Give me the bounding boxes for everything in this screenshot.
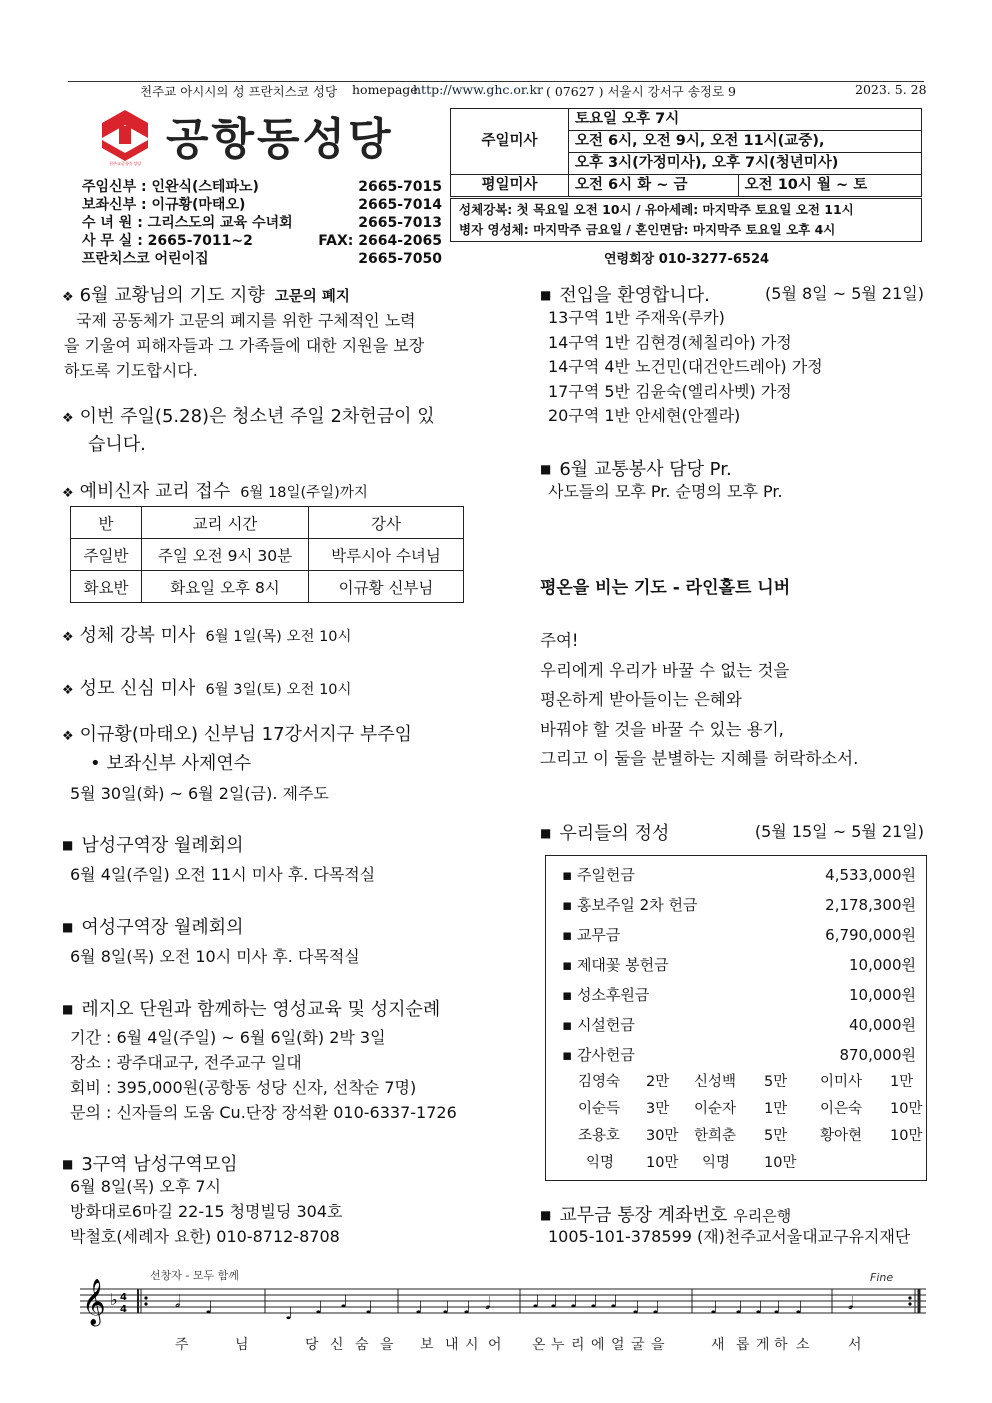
staff-row: 수 녀 원 : 그리스도의 교육 수녀회 2665-7013 xyxy=(82,215,442,231)
welcome-heading: ■ 전입을 환영합니다. (5월 8일 ~ 5월 21일) xyxy=(540,284,924,306)
men-leaders-heading: ■ 남성구역장 월례회의 xyxy=(62,835,244,856)
square-bullet-icon: ■ xyxy=(62,1157,74,1171)
men-leaders-body: 6월 4일(주일) 오전 11시 미사 후. 다목적실 xyxy=(70,865,376,884)
diamond-bullet-icon: ❖ xyxy=(62,630,74,645)
lyric-syllable: 내 xyxy=(445,1337,459,1353)
staff-row: 보좌신부 : 이규황(마태오) 2665-7014 xyxy=(82,197,442,213)
list-item: 14구역 4반 노건민(대건안드레아) 가정 xyxy=(548,357,823,376)
lyric-syllable: 게 xyxy=(756,1337,770,1353)
music-note-icon: ♩ xyxy=(550,1292,559,1312)
lyric-syllable: 리 xyxy=(571,1337,585,1353)
staff-directory xyxy=(82,178,442,268)
music-note-icon: ♩ xyxy=(285,1304,294,1324)
music-note-icon: ♩ xyxy=(532,1292,541,1312)
music-note-icon: ♩ xyxy=(340,1292,349,1312)
legio-pilgrimage-body: 기간 : 6월 4일(주일) ~ 6월 6일(화) 2박 3일 장소 : 광주대교구, 전주교구 일대 회비 : 395,000원(공항동 성당 신자, 선착순 7명) 문의 : 신자들의 도움 Cu.단장 장석환 010-6337-1726 xyxy=(70,1028,457,1122)
square-bullet-icon: ■ xyxy=(540,1208,552,1222)
offering-row: ▪ 시설헌금 40,000원 xyxy=(562,1016,916,1034)
women-leaders-heading: ■ 여성구역장 월례회의 xyxy=(62,917,244,938)
staff-row: 사 무 실 : 2665-7011~2 FAX: 2664-2065 xyxy=(82,233,442,249)
offering-box xyxy=(545,855,927,1181)
thanks-donor-list: 김영숙 2만 신성백 5만 이미사 1만 이순득 3만 이순자 1만 이은숙 10만 조용호 30만 한희춘 5만 황아현 10만 익명 10만 익명 10만 xyxy=(578,1074,923,1171)
priest-training-dates: 5월 30일(화) ~ 6월 2일(금). 제주도 xyxy=(70,784,329,803)
women-leaders-body: 6월 8일(목) 오전 10시 미사 후. 다목적실 xyxy=(70,947,360,966)
account-number: 1005-101-378599 (재)천주교서울대교구유지재단 xyxy=(548,1227,911,1246)
lyric-syllable: 굴 xyxy=(631,1337,645,1353)
lyric-syllable: 을 xyxy=(651,1337,665,1353)
music-note-icon: ♩ xyxy=(632,1298,641,1318)
music-note-icon: ♩ xyxy=(610,1292,619,1312)
offering-row: ▪ 감사헌금 870,000원 xyxy=(562,1046,916,1064)
lyric-syllable: 새 xyxy=(711,1337,725,1353)
svg-text:4: 4 xyxy=(120,1292,127,1303)
priest-appointment: ❖ 이규황(마태오) 신부님 17강서지구 부주임 • 보좌신부 사제연수 xyxy=(62,724,412,774)
music-note-icon: ♩ xyxy=(710,1298,719,1318)
table-row: 주일반 주일 오전 9시 30분 박루시아 수녀님 xyxy=(71,539,464,571)
prayer-intention-body: 국제 공동체가 고문의 폐지를 위한 구체적인 노력 을 기울여 피해자들과 그 가족들에 대한 지원을 보장 하도록 기도합시다. xyxy=(64,311,425,380)
lyric-syllable: 롭 xyxy=(736,1337,750,1353)
homepage-label: homepage xyxy=(352,82,418,97)
music-note-icon: ♩ xyxy=(463,1298,472,1318)
hymn-score xyxy=(80,1265,926,1355)
music-note-icon: 𝅗𝅥 xyxy=(848,1294,854,1314)
music-note-icon: ♩ xyxy=(570,1292,579,1312)
diamond-bullet-icon: ❖ xyxy=(62,290,74,305)
score-fine: Fine xyxy=(870,1271,894,1284)
parish-logo-icon xyxy=(96,108,154,166)
music-note-icon: ♩ xyxy=(773,1298,782,1318)
music-note-icon: ♩ xyxy=(315,1298,324,1318)
issue-date: 2023. 5. 28 xyxy=(855,82,927,97)
lyric-syllable: 하 xyxy=(774,1337,788,1353)
lyric-syllable: 어 xyxy=(488,1337,502,1353)
offering-row: ▪ 홍보주일 2차 헌금 2,178,300원 xyxy=(562,896,916,914)
lyric-syllable: 님 xyxy=(235,1337,249,1353)
music-note-icon: ♩ xyxy=(795,1298,804,1318)
top-divider xyxy=(68,81,924,82)
score-header: 선창자 - 모두 함께 xyxy=(150,1269,239,1282)
homepage-link[interactable]: http://www.ghc.or.kr xyxy=(413,82,543,97)
lyric-syllable: 신 xyxy=(330,1337,344,1353)
table-row: 화요반 화요일 오후 8시 이규황 신부님 xyxy=(71,571,464,603)
serenity-prayer-body: 주여! 우리에게 우리가 바꿀 수 없는 것을 평온하게 받아들이는 은혜와 바꿔야 할 것을 바꿀 수 있는 용기, 그리고 이 둘을 분별하는 지혜를 허락하소서. xyxy=(540,631,859,768)
lyric-syllable: 숨 xyxy=(355,1337,369,1353)
lyric-syllable: 보 xyxy=(420,1337,434,1353)
offering-row: ▪ 교무금 6,790,000원 xyxy=(562,926,916,944)
svg-text:4: 4 xyxy=(120,1304,127,1315)
legio-pilgrimage-heading: ■ 레지오 단원과 함께하는 영성교육 및 성지순례 xyxy=(62,999,441,1020)
sacrament-notes: 성체강복: 첫 목요일 오전 10시 / 유아세례: 마지막주 토요일 오전 11시 병자 영성체: 마지막주 금요일 / 혼인면담: 마지막주 토요일 오후 4시 xyxy=(450,198,922,242)
parish-line: 천주교 아시시의 성 프란치스코 성당 xyxy=(140,84,338,99)
serenity-prayer-title: 평온을 비는 기도 - 라인홀트 니버 xyxy=(540,578,791,598)
mass-schedule-table: 주일미사 토요일 오후 7시 오전 6시, 오전 9시, 오전 11시(교중), 오후 3시(가정미사), 오후 7시(청년미사) 평일미사 오전 6시 화 ~ 금 오전 10시 월 ~ 토 xyxy=(450,108,922,197)
sunday-mass-label: 주일미사 xyxy=(451,109,569,175)
diamond-bullet-icon: ❖ xyxy=(62,411,74,426)
music-note-icon: ♩ xyxy=(205,1298,214,1318)
offering-row: ▪ 성소후원금 10,000원 xyxy=(562,986,916,1004)
prayer-intention-heading: ❖ 6월 교황님의 기도 지향 고문의 폐지 xyxy=(62,285,350,306)
music-note-icon: ♩ xyxy=(415,1298,424,1318)
square-bullet-icon: ■ xyxy=(62,1002,74,1016)
score-lyrics xyxy=(175,1336,862,1353)
offering-row: ▪ 제대꽃 봉헌금 10,000원 xyxy=(562,956,916,974)
square-bullet-icon: ■ xyxy=(540,826,552,840)
offering-row: ▪ 주일헌금 4,533,000원 xyxy=(562,866,916,884)
staff-row: 프란치스코 어린이집 2665-7050 xyxy=(82,251,442,267)
music-note-icon: ♩ xyxy=(735,1298,744,1318)
catechumen-heading: ❖ 예비신자 교리 접수 6월 18일(주일)까지 xyxy=(62,481,368,502)
diamond-bullet-icon: ❖ xyxy=(62,683,74,698)
music-note-icon: ♩ xyxy=(365,1298,374,1318)
zone3-body: 6월 8일(목) 오후 7시 방화대로6마길 22-15 청명빌딩 304호 박철호(세례자 요한) 010-8712-8708 xyxy=(70,1177,343,1246)
music-note-icon: 𝅗𝅥 xyxy=(485,1294,491,1314)
offering-heading: ■ 우리들의 정성 (5월 15일 ~ 5월 21일) xyxy=(540,822,924,844)
lyric-syllable: 당 xyxy=(305,1337,319,1353)
lyric-syllable: 에 xyxy=(591,1337,605,1353)
lyric-syllable: 서 xyxy=(848,1337,862,1353)
weekday-mass-label: 평일미사 xyxy=(451,175,569,197)
square-bullet-icon: ■ xyxy=(62,838,74,852)
parish-name: 공항동성당 xyxy=(166,114,394,165)
flat-sign-icon: ♭ xyxy=(110,1290,118,1309)
music-note-icon: ♩ xyxy=(590,1292,599,1312)
traffic-body: 사도들의 모후 Pr. 순명의 모후 Pr. xyxy=(548,482,783,501)
lyric-syllable: 얼 xyxy=(611,1337,625,1353)
square-bullet-icon: ■ xyxy=(540,288,552,302)
marian-mass-heading: ❖ 성모 신심 미사 6월 3일(토) 오전 10시 xyxy=(62,678,352,699)
music-note-icon: ♩ xyxy=(755,1298,764,1318)
list-item: 20구역 1반 안세현(안젤라) xyxy=(548,406,741,425)
catechism-class-table: 반 교리 시간 강사 주일반 주일 오전 9시 30분 박루시아 수녀님 화요반 화요일 오후 8시 이규황 신부님 xyxy=(70,506,464,603)
list-item: 17구역 5반 김윤숙(엘리사벳) 가정 xyxy=(548,381,792,401)
lyric-syllable: 누 xyxy=(551,1337,565,1353)
diamond-bullet-icon: ❖ xyxy=(62,486,74,501)
welcome-list xyxy=(548,306,823,429)
treble-clef-icon: 𝄞 xyxy=(82,1279,106,1325)
zone3-heading: ■ 3구역 남성구역모임 xyxy=(62,1154,238,1175)
funeral-committee-contact: 연령회장 010-3277-6524 xyxy=(604,252,770,267)
logo-caption: 천주교공항동성당 xyxy=(108,161,142,166)
lyric-syllable: 소 xyxy=(796,1337,810,1353)
diamond-bullet-icon: ❖ xyxy=(62,729,74,744)
traffic-heading: ■ 6월 교통봉사 담당 Pr. xyxy=(540,459,732,480)
music-note-icon: 𝅗𝅥 xyxy=(175,1292,181,1312)
music-note-icon: ♩ xyxy=(652,1298,661,1318)
youth-sunday-notice: ❖ 이번 주일(5.28)은 청소년 주일 2차헌금이 있 습니다. xyxy=(62,406,435,455)
list-item: 14구역 1반 김현경(체칠리아) 가정 xyxy=(548,332,792,352)
corpus-christi-heading: ❖ 성체 강복 미사 6월 1일(목) 오전 10시 xyxy=(62,625,352,646)
square-bullet-icon: ■ xyxy=(540,462,552,476)
account-heading: ■ 교무금 통장 계좌번호 우리은행 xyxy=(540,1205,792,1226)
list-item: 13구역 1반 주재욱(루카) xyxy=(548,308,725,327)
lyric-syllable: 주 xyxy=(175,1337,189,1353)
music-note-icon: ♩ xyxy=(442,1298,451,1318)
staff-row: 주임신부 : 인완식(스테파노) 2665-7015 xyxy=(82,179,442,195)
address: ( 07627 ) 서울시 강서구 송정로 9 xyxy=(546,84,736,99)
lyric-syllable: 시 xyxy=(465,1337,479,1353)
lyric-syllable: 온 xyxy=(532,1337,546,1353)
lyric-syllable: 을 xyxy=(380,1337,394,1353)
square-bullet-icon: ■ xyxy=(62,920,74,934)
